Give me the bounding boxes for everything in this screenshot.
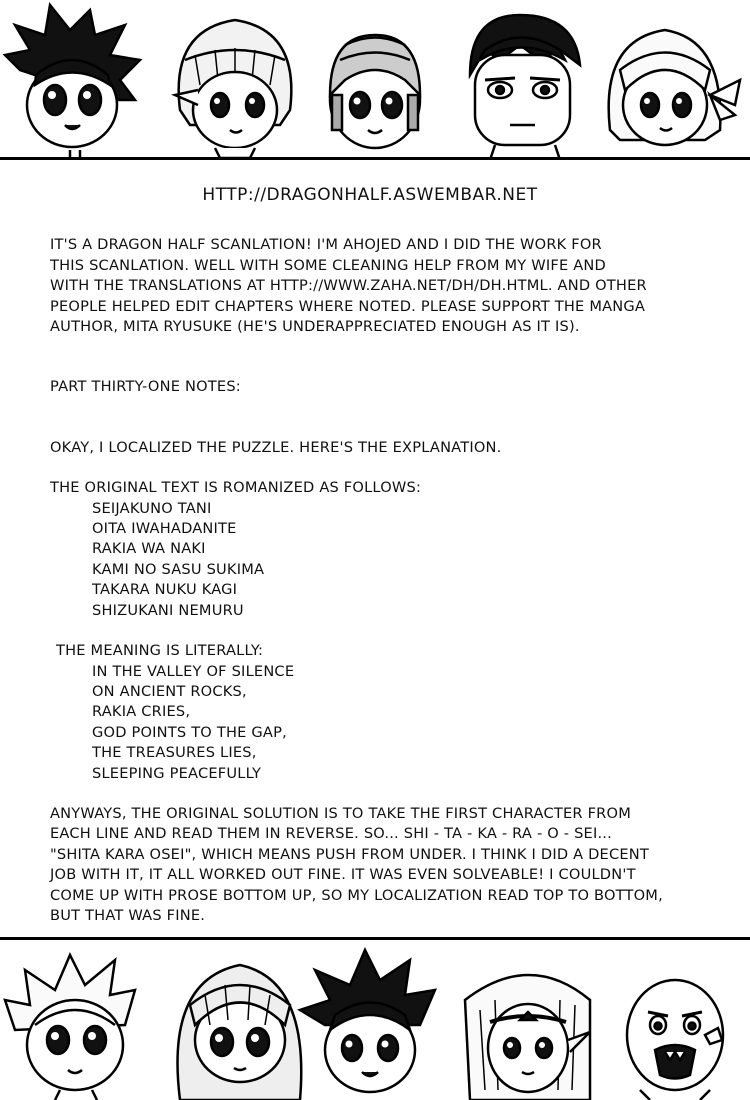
top-character-art xyxy=(0,0,750,160)
character-spiky-hair-boy xyxy=(5,5,140,160)
solution-line: EACH LINE AND READ THEM IN REVERSE. SO... SHI - TA - KA - RA - O - SEI... xyxy=(50,825,612,843)
meaning-line: RAKIA CRIES, xyxy=(92,703,191,721)
character-circlet-elf xyxy=(465,975,590,1100)
romanized-line: KAMI NO SASU SUKIMA xyxy=(92,560,265,578)
solution-line: JOB WITH IT, IT ALL WORKED OUT FINE. IT WAS EVEN SOLVEABLE! I COULDN'T xyxy=(50,866,636,884)
romanized-line: OITA IWAHADANITE xyxy=(92,520,237,538)
character-bald-man xyxy=(627,980,723,1100)
top-divider xyxy=(0,157,750,160)
meaning-line: ON ANCIENT ROCKS, xyxy=(92,682,247,700)
solution-line: "SHITA KARA OSEI", WHICH MEANS PUSH FROM UNDER. I THINK I DID A DECENT xyxy=(50,845,650,863)
intro-line: PEOPLE HELPED EDIT CHAPTERS WHERE NOTED. PLEASE SUPPORT THE MANGA xyxy=(50,297,646,315)
solution-line: ANYWAYS, THE ORIGINAL SOLUTION IS TO TAKE THE FIRST CHARACTER FROM xyxy=(50,804,631,822)
top-character-illustrations xyxy=(0,0,750,160)
intro-line: WITH THE TRANSLATIONS AT HTTP://WWW.ZAHA.NET/DH/DH.HTML. AND OTHER xyxy=(50,277,647,295)
meaning-line: THE TREASURES LIES, xyxy=(92,744,257,762)
site-url: HTTP://DRAGONHALF.ASWEMBAR.NET xyxy=(202,185,538,205)
intro-line: IT'S A DRAGON HALF SCANLATION! I'M AHOJED AND I DID THE WORK FOR xyxy=(50,236,602,254)
romanized-line: SEIJAKUNO TANI xyxy=(92,499,212,517)
bottom-character-art xyxy=(0,940,750,1100)
solution-line: COME UP WITH PROSE BOTTOM UP, SO MY LOCALIZATION READ TOP TO BOTTOM, xyxy=(50,886,663,904)
romanized-heading: THE ORIGINAL TEXT IS ROMANIZED AS FOLLOWS: xyxy=(50,479,422,497)
character-spiky-hair-boy xyxy=(300,950,435,1092)
romanized-list xyxy=(50,499,730,621)
character-bob-hair-girl xyxy=(175,20,291,158)
romanized-line: RAKIA WA NAKI xyxy=(92,540,206,558)
character-wild-hair-boy xyxy=(5,955,135,1100)
bottom-character-illustrations xyxy=(0,940,750,1100)
character-helmet-girl xyxy=(330,35,420,148)
intro-line: THIS SCANLATION. WELL WITH SOME CLEANING HELP FROM MY WIFE AND xyxy=(50,256,606,274)
character-long-hair-girl xyxy=(178,965,302,1100)
intro-paragraph xyxy=(50,235,730,337)
meaning-list xyxy=(50,662,730,784)
meaning-heading: THE MEANING IS LITERALLY: xyxy=(56,642,264,660)
character-man xyxy=(470,15,580,160)
scanlation-notes xyxy=(50,185,730,926)
localized-line: OKAY, I LOCALIZED THE PUZZLE. HERE'S THE EXPLANATION. xyxy=(50,438,502,456)
meaning-line: SLEEPING PEACEFULLY xyxy=(92,764,262,782)
intro-line: AUTHOR, MITA RYUSUKE (HE'S UNDERAPPRECIATED ENOUGH AS IT IS). xyxy=(50,318,580,336)
notes-heading: PART THIRTY-ONE NOTES: xyxy=(50,378,241,396)
character-blonde-girl-with-bow xyxy=(609,30,740,145)
solution-line: BUT THAT WAS FINE. xyxy=(50,906,206,924)
meaning-line: IN THE VALLEY OF SILENCE xyxy=(92,662,295,680)
solution-paragraph xyxy=(50,804,730,926)
romanized-line: SHIZUKANI NEMURU xyxy=(92,601,244,619)
meaning-line: GOD POINTS TO THE GAP, xyxy=(92,723,287,741)
romanized-line: TAKARA NUKU KAGI xyxy=(92,581,238,599)
